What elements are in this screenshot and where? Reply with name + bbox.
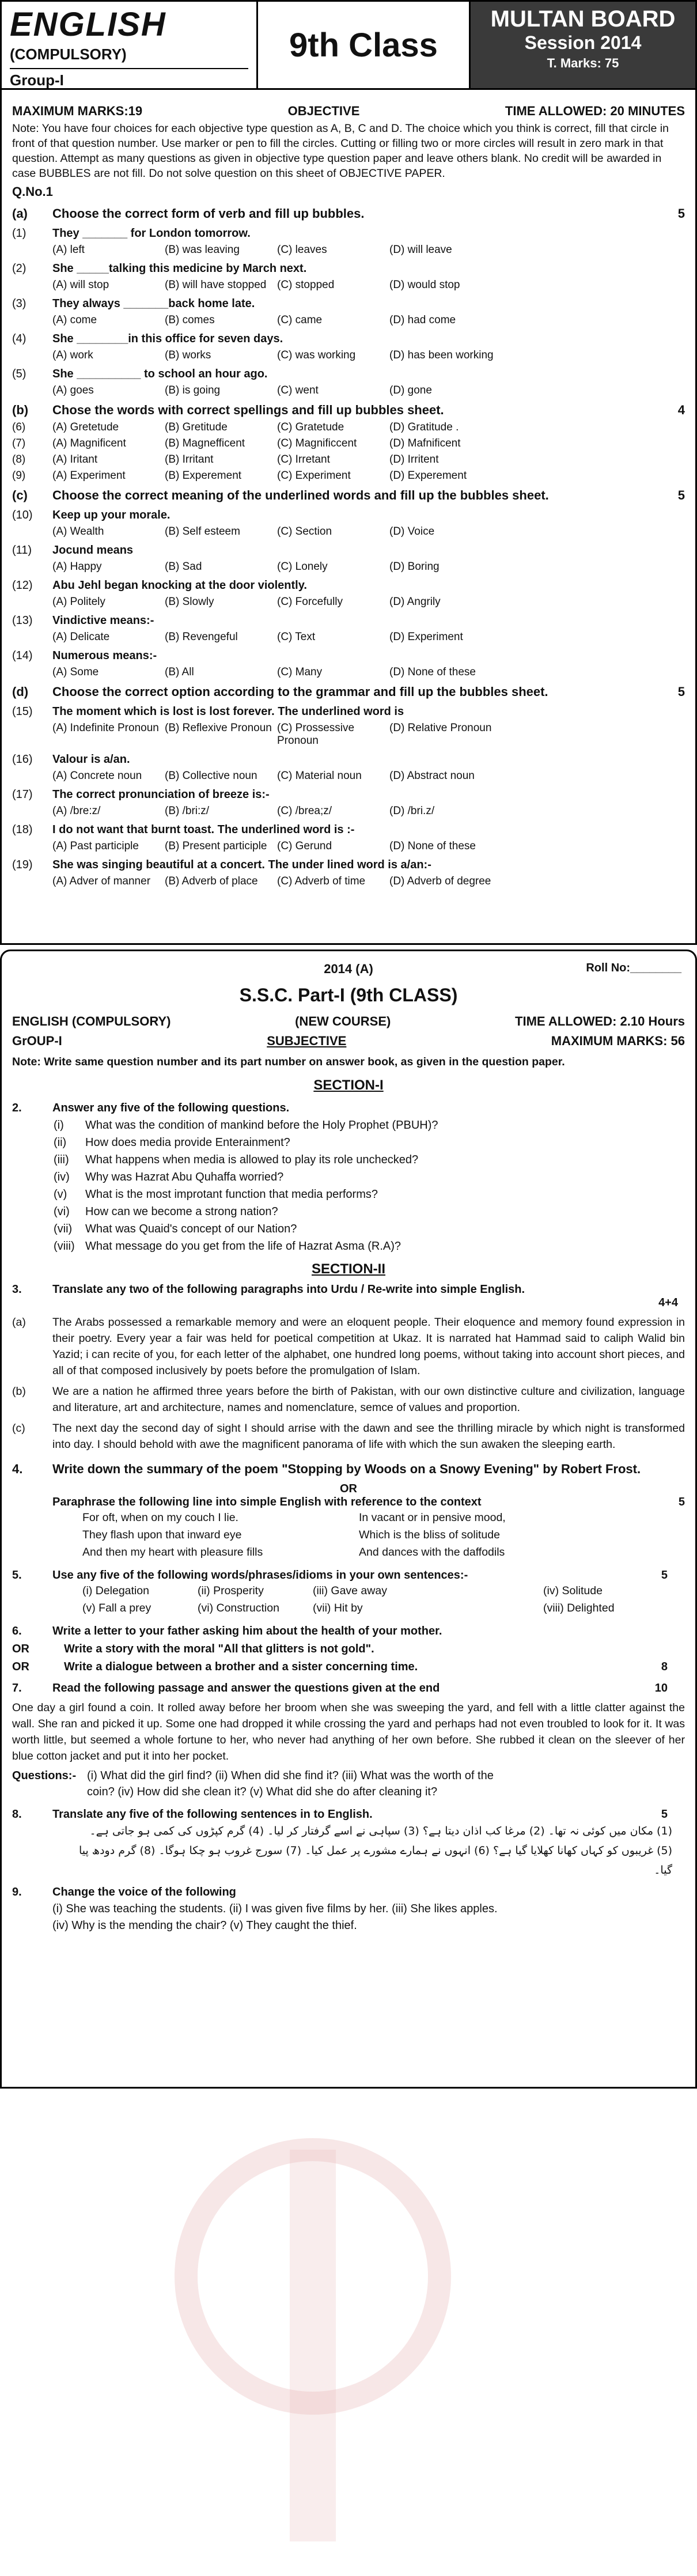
roll-no: Roll No:________: [586, 962, 681, 974]
time-allowed: TIME ALLOWED: 20 MINUTES: [505, 104, 685, 118]
option: (D) Boring: [389, 561, 440, 573]
question-row: (4) She ________in this office for seven days.: [12, 332, 283, 345]
objective-section: (c) Choose the correct meaning of the underlined words and fill up the bubbles sheet. 5: [12, 488, 685, 502]
option: (C) Irretant: [277, 453, 330, 466]
section-1-heading: SECTION-I: [313, 1077, 384, 1093]
q5-item: (iv) Solitude: [543, 1584, 603, 1597]
option: (C) Section: [277, 525, 332, 538]
option: (C) stopped: [277, 279, 335, 291]
q3-paragraph: (b) We are a nation he affirmed three years before the birth of Pakistan, with our own distinctive culture and civilization, language and literature, art and architecture, names and nomenclature, semce of values and proportion.: [12, 1385, 685, 1414]
header-subject-box: [2, 2, 258, 88]
question-row: (1) They _______ for London tomorrow.: [12, 227, 251, 240]
q2-item: (iii) What happens when media is allowed to play its role unchecked?: [54, 1153, 419, 1166]
max-marks: MAXIMUM MARKS:19: [12, 104, 143, 118]
q2-item: (vii) What was Quaid's concept of our Nation?: [54, 1223, 297, 1235]
option: (D) Mafnificent: [389, 437, 461, 449]
option: (C) Forcefully: [277, 596, 343, 608]
options-row: [2, 561, 695, 573]
q5-item: (vii) Hit by: [313, 1602, 363, 1614]
q2-item: (iv) Why was Hazrat Abu Quhaffa worried?: [54, 1171, 284, 1183]
question-row: (14) Numerous means:-: [12, 649, 157, 662]
q3-paragraph: (a) The Arabs possessed a remarkable memory and were an eloquent people. Their eloquence and memory found expression in their poetry. Every year a fair was held for poetical competition at Ukaz. It is narrated hat Hammad said to caliph Walid bin Yazid; i can recite of you, for each letter of the alphabet, one hundred long poems, without taking into account short pieces, and all of that composed inclusively by poets before the promulgation of Islam.: [12, 1316, 685, 1377]
option: (C) was working: [277, 349, 356, 361]
q2-items: [2, 1118, 695, 1253]
q2-item: (i) What was the condition of mankind before the Holy Prophet (PBUH)?: [54, 1119, 438, 1132]
q9-heading: 9. Change the voice of the following: [12, 1886, 236, 1898]
option: (A) Some: [52, 666, 99, 678]
question-number: Q.No.1: [12, 184, 53, 199]
option: (B) Experement: [165, 470, 242, 482]
option: (C) Lonely: [277, 561, 328, 573]
board-name: MULTAN BOARD: [490, 6, 676, 32]
q7-passage: One day a girl found a coin. It rolled away before her broom when she was sweeping the yard, and fell with a little clatter against the wall. She ran and picked it up. Some one had dropped it while crossing the yard and perhaps had not even troubled to look for it. It was worth little, but seemed a whole fortune to her, who never had anything of her own before. She rubbed it clean on the sleever of her blue cotton jacket and put it into her pocket.: [12, 1701, 685, 1762]
option: (C) Magnificcent: [277, 437, 357, 449]
question-row: (13) Vindictive means:-: [12, 614, 154, 627]
subject-line: ENGLISH (COMPULSORY): [12, 1014, 171, 1028]
total-marks: T. Marks: 75: [547, 56, 619, 70]
q2-item: (ii) How does media provide Enterainment?: [54, 1136, 290, 1149]
objective-paper: [0, 0, 697, 945]
options-row: (6) (A) Gretetude (B) Gretitude (C) Gratetude (D) Gratitude .: [2, 421, 695, 434]
option: (A) come: [52, 314, 97, 326]
subjective-note: Note: Write same question number and its part number on answer book, as given in the question paper.: [12, 1056, 565, 1068]
subject-title: ENGLISH: [10, 6, 166, 43]
question-row: (2) She _____talking this medicine by March next.: [12, 262, 307, 275]
q6-alt-1: OR Write a story with the moral "All that glitters is not gold".: [12, 1643, 374, 1655]
options-row: [2, 805, 695, 818]
subjective-paper: [0, 950, 697, 2089]
options-row: (8) (A) Iritant (B) Irritant (C) Irretant (D) Irritent: [2, 453, 695, 466]
question-row: (19) She was singing beautiful at a concert. The under lined word is a/an:-: [12, 858, 431, 871]
option: (B) Magnefficent: [165, 437, 245, 449]
option: (A) Happy: [52, 561, 102, 573]
subject-compulsory: (COMPULSORY): [10, 46, 127, 63]
question-row: (17) The correct pronunciation of breeze is:-: [12, 788, 270, 801]
q3-marks: 4+4: [658, 1296, 678, 1309]
options-row: [2, 722, 695, 747]
options-row: [2, 279, 695, 292]
q9-line-2: (iv) Why is the mending the chair? (v) They caught the thief.: [52, 1919, 357, 1932]
option: (A) Adver of manner: [52, 875, 151, 887]
option: (A) Magnificent: [52, 437, 126, 449]
option: (A) Past participle: [52, 840, 139, 852]
objective-section: (a) Choose the correct form of verb and fill up bubbles. 5: [12, 206, 685, 221]
option: (C) Adverb of time: [277, 875, 366, 887]
q5-item: (vi) Construction: [198, 1602, 279, 1614]
option: (A) Indefinite Pronoun: [52, 722, 159, 734]
objective-section: (d) Choose the correct option according to the grammar and fill up the bubbles sheet. 5: [12, 684, 685, 699]
option: (B) All: [165, 666, 194, 678]
question-row: (12) Abu Jehl began knocking at the door violently.: [12, 579, 307, 592]
q5-item: (viii) Delighted: [543, 1602, 615, 1614]
option: (B) Gretitude: [165, 421, 228, 433]
objective-section: (b) Chose the words with correct spellings and fill up bubbles sheet. 4: [12, 403, 685, 417]
option: (D) None of these: [389, 840, 476, 852]
option: (B) Self esteem: [165, 525, 240, 538]
option: (A) goes: [52, 384, 94, 396]
question-row: (3) They always _______back home late.: [12, 297, 255, 310]
q5-item: (ii) Prosperity: [198, 1584, 264, 1597]
option: (A) left: [52, 244, 85, 256]
options-row: (7) (A) Magnificent (B) Magnefficent (C) Magnificcent (D) Mafnificent: [2, 437, 695, 450]
options-row: [2, 666, 695, 679]
option: (B) Reflexive Pronoun: [165, 722, 272, 734]
question-row: (10) Keep up your morale.: [12, 509, 171, 521]
q5-items: [2, 1582, 695, 1617]
question-row: (16) Valour is a/an.: [12, 753, 130, 766]
option: (A) /bre:z/: [52, 805, 101, 817]
q2-item: (viii) What message do you get from the life of Hazrat Asma (R.A)?: [54, 1240, 401, 1253]
group-label-2: GrOUP-I: [12, 1034, 62, 1048]
option: (B) Present participle: [165, 840, 267, 852]
section-2-heading: SECTION-II: [311, 1261, 385, 1277]
q3-paragraph: (c) The next day the second day of sight I should arrise with the dawn and see the thrilling miracle by which night is transformed into day. I should behold with awe the magnificent panorama of life with which the sun awaken the sleeping earth.: [12, 1422, 685, 1451]
option: (D) would stop: [389, 279, 460, 291]
objective-heading: OBJECTIVE: [287, 104, 360, 118]
course-label: (NEW COURSE): [295, 1014, 391, 1028]
q2-heading: 2. Answer any five of the following questions.: [12, 1102, 290, 1114]
poem-lines: [2, 1509, 695, 1561]
max-marks-2: MAXIMUM MARKS: 56: [551, 1034, 685, 1048]
q9-line-1: (i) She was teaching the students. (ii) I was given five films by her. (iii) She likes apples.: [52, 1902, 498, 1915]
question-row: (15) The moment which is lost is lost forever. The underlined word is: [12, 705, 404, 718]
option: (C) came: [277, 314, 323, 326]
option: (C) Material noun: [277, 770, 362, 782]
class-label: 9th Class: [258, 2, 471, 88]
q3-paragraphs: [2, 1314, 695, 1452]
option: (C) leaves: [277, 244, 327, 256]
poem-line: And then my heart with pleasure fills And dances with the daffodils: [82, 1546, 505, 1559]
options-row: [2, 525, 695, 538]
q3-heading: 3. Translate any two of the following paragraphs into Urdu / Re-write into simple English.: [12, 1283, 525, 1296]
option: (A) Experiment: [52, 470, 126, 482]
q5-item: [428, 1582, 543, 1599]
time-allowed-2: TIME ALLOWED: 2.10 Hours: [515, 1014, 685, 1028]
option: (B) works: [165, 349, 211, 361]
q2-item: (vi) How can we become a strong nation?: [54, 1205, 278, 1218]
q4-heading: 4. Write down the summary of the poem "Stopping by Woods on a Snowy Evening" by Robert Frost.: [12, 1462, 641, 1476]
option: (B) is going: [165, 384, 221, 396]
option: (D) Abstract noun: [389, 770, 475, 782]
or-label: OR: [340, 1482, 357, 1495]
q7-questions: Questions:- (i) What did the girl find? (ii) When did she find it? (iii) What was the worth of the coin? (iv) How did she clean it? (v) What did she do after cleaning it?: [12, 1769, 494, 1798]
poem-line: They flash upon that inward eye Which is the bliss of solitude: [82, 1529, 500, 1541]
question-row: (11) Jocund means: [12, 544, 134, 557]
paper-header: [2, 2, 695, 90]
option: (A) Delicate: [52, 631, 110, 643]
subjective-heading: SUBJECTIVE: [267, 1034, 347, 1048]
paper-year: 2014 (A): [324, 962, 373, 976]
option: (C) Text: [277, 631, 316, 643]
question-row: (5) She __________ to school an hour ago.: [12, 368, 268, 380]
option: (C) Many: [277, 666, 323, 678]
q5-item: (v) Fall a prey: [82, 1602, 151, 1614]
options-row: [2, 840, 695, 853]
board-box: [471, 2, 695, 88]
option: (C) Gerund: [277, 840, 332, 852]
option: (B) Slowly: [165, 596, 214, 608]
options-row: [2, 384, 695, 397]
option: (B) Irritant: [165, 453, 214, 466]
option: (C) Experiment: [277, 470, 351, 482]
option: (A) will stop: [52, 279, 109, 291]
option: (C) Gratetude: [277, 421, 344, 433]
objective-meta: [2, 104, 695, 119]
session-label: Session 2014: [524, 32, 642, 53]
option: (D) had come: [389, 314, 456, 326]
option: (B) Sad: [165, 561, 202, 573]
option: (B) comes: [165, 314, 215, 326]
option: (A) Politely: [52, 596, 105, 608]
option: (D) Angrily: [389, 596, 441, 608]
q5-heading: 5. Use any five of the following words/phrases/idioms in your own sentences:- 5: [12, 1569, 668, 1582]
option: (D) Relative Pronoun: [389, 722, 492, 734]
q7-heading: 7. Read the following passage and answer the questions given at the end 10: [12, 1682, 668, 1694]
poem-line: For oft, when on my couch I lie. In vacant or in pensive mood,: [82, 1511, 506, 1524]
q5-item: (i) Delegation: [82, 1584, 149, 1597]
q5-item: (iii) Gave away: [313, 1584, 387, 1597]
option: (B) /bri:z/: [165, 805, 210, 817]
option: (A) Iritant: [52, 453, 98, 466]
option: (D) Gratitude .: [389, 421, 459, 433]
option: (B) will have stopped: [165, 279, 267, 291]
option: (C) Prossessive Pronoun: [277, 722, 355, 747]
option: (D) Experement: [389, 470, 467, 482]
options-row: [2, 244, 695, 256]
option: (B) Adverb of place: [165, 875, 258, 887]
options-row: [2, 875, 695, 888]
options-row: [2, 631, 695, 644]
options-row: (9) (A) Experiment (B) Experement (C) Experiment (D) Experement: [2, 470, 695, 482]
option: (C) went: [277, 384, 319, 396]
q8-heading: 8. Translate any five of the following sentences in to English. 5: [12, 1808, 668, 1821]
option: (B) Revengeful: [165, 631, 238, 643]
watermark-logo: [163, 2104, 463, 2576]
option: (A) Wealth: [52, 525, 104, 538]
options-row: [2, 349, 695, 362]
options-row: [2, 770, 695, 782]
option: (D) Experiment: [389, 631, 463, 643]
urdu-sentences-2: (5) غریبوں کو کہاں کھانا کھلایا گیا ہے؟ (6) انہوں نے ہمارے مشورے پر عمل کیا۔ (7) سورج غروب ہو چکا ہوگا۔ (8) گرم دودھ پیا گیا۔: [78, 1844, 672, 1877]
q6-heading: 6. Write a letter to your father asking him about the health of your mother.: [12, 1625, 442, 1637]
objective-note: Note: You have four choices for each objective type question as A, B, C and D. The choice which you think is correct, fill that circle in front of that question number. Use marker or pen to fill the circles. Cutting or filling two or more circles will result in zero mark in that question. Attempt as many questions as given in objective type question paper and leave others blank. No credit will be awarded in case BUBBLES are not fill. Do not solve question on this sheet of OBJECTIVE PAPER.: [12, 122, 669, 180]
option: (C) /brea;z/: [277, 805, 332, 817]
q6-alt-2: OR Write a dialogue between a brother and a sister concerning time. 8: [12, 1660, 668, 1673]
option: (A) Gretetude: [52, 421, 119, 433]
options-row: [2, 314, 695, 327]
option: (A) work: [52, 349, 93, 361]
options-row: [2, 596, 695, 608]
urdu-sentences-1: (1) مکان میں کوئی نہ تھا۔ (2) مرغا کب اذان دیتا ہے؟ (3) سپاہی نے اسے گرفتار کر لیا۔ (4) گرم کپڑوں کی کمی ہو جاتی ہے۔: [89, 1825, 672, 1837]
q4-alt: Paraphrase the following line into simple English with reference to the context 5: [52, 1496, 685, 1508]
option: (D) Voice: [389, 525, 435, 538]
option: (D) has been working: [389, 349, 494, 361]
objective-sections: [2, 206, 695, 888]
option: (D) will leave: [389, 244, 452, 256]
question-row: (18) I do not want that burnt toast. The underlined word is :-: [12, 823, 355, 836]
option: (D) /bri.z/: [389, 805, 435, 817]
option: (D) Irritent: [389, 453, 439, 466]
q5-item: [428, 1599, 543, 1617]
q2-item: (v) What is the most improtant function that media performs?: [54, 1188, 378, 1201]
option: (D) None of these: [389, 666, 476, 678]
paper-title: S.S.C. Part-I (9th CLASS): [239, 985, 458, 1005]
option: (D) gone: [389, 384, 432, 396]
option: (D) Adverb of degree: [389, 875, 491, 887]
option: (B) Collective noun: [165, 770, 257, 782]
option: (B) was leaving: [165, 244, 240, 256]
group-label: Group-I: [10, 68, 248, 89]
option: (A) Concrete noun: [52, 770, 142, 782]
